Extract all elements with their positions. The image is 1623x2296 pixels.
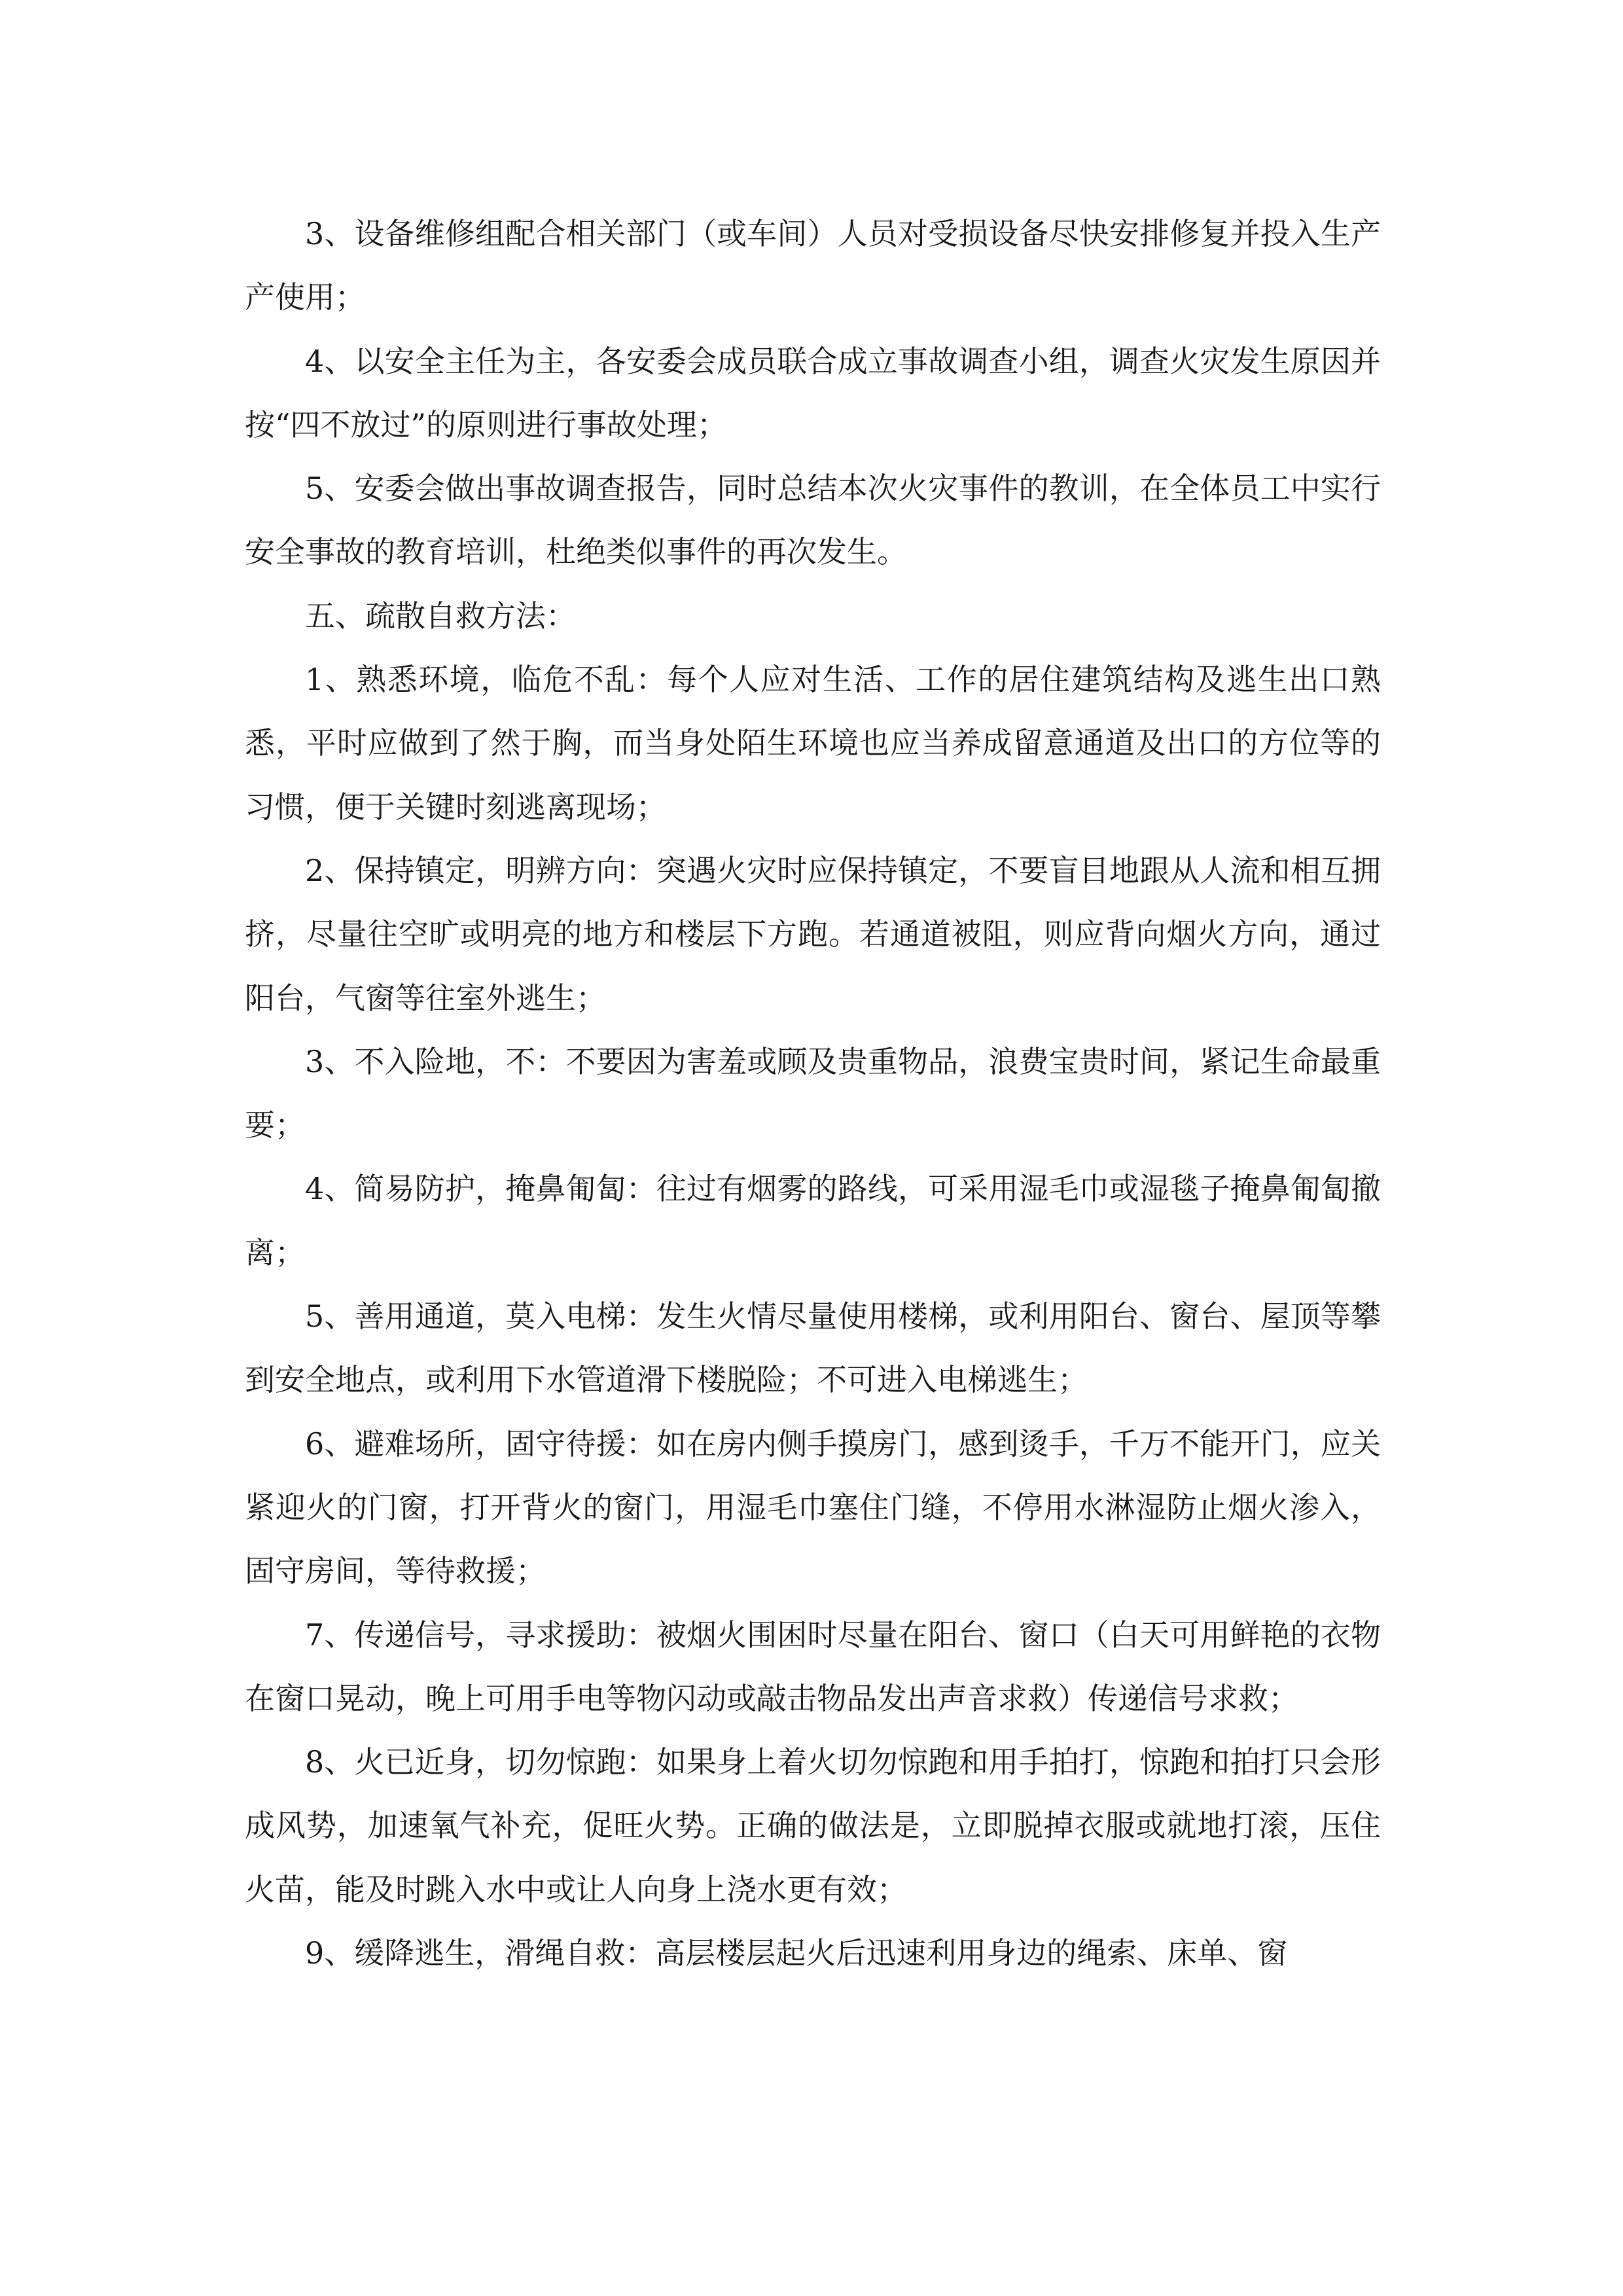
paragraph-method-7: 7、传递信号，寻求援助：被烟火围困时尽量在阳台、窗口（白天可用鲜艳的衣物在窗口晃动，晚上可用手电等物闪动或敲击物品发出声音求救）传递信号求救； <box>245 1617 1381 1716</box>
paragraph-item-5-report: 5、安委会做出事故调查报告，同时总结本次火灾事件的教训，在全体员工中实行安全事故的教育培训，杜绝类似事件的再次发生。 <box>245 471 1381 570</box>
paragraph-method-5: 5、善用通道，莫入电梯：发生火情尽量使用楼梯，或利用阳台、窗台、屋顶等攀到安全地点，或利用下水管道滑下楼脱险；不可进入电梯逃生； <box>245 1299 1381 1398</box>
section-heading-evacuation: 五、疏散自救方法： <box>305 598 576 634</box>
paragraph-item-4-investigation: 4、以安全主任为主，各安委会成员联合成立事故调查小组，调查火灾发生原因并按“四不放过”的原则进行事故处理； <box>245 343 1381 442</box>
paragraph-method-2: 2、保持镇定，明辨方向：突遇火灾时应保持镇定，不要盲目地跟从人流和相互拥挤，尽量往空旷或明亮的地方和楼层下方跑。若通道被阻，则应背向烟火方向，通过阳台，气窗等往室外逃生； <box>245 852 1381 1016</box>
paragraph-method-1: 1、熟悉环境，临危不乱：每个人应对生活、工作的居住建筑结构及逃生出口熟悉，平时应做到了然于胸，而当身处陌生环境也应当养成留意通道及出口的方位等的习惯，便于关键时刻逃离现场； <box>245 662 1381 825</box>
paragraph-method-8: 8、火已近身，切勿惊跑：如果身上着火切勿惊跑和用手拍打，惊跑和拍打只会形成风势，加速氧气补充，促旺火势。正确的做法是，立即脱掉衣服或就地打滚，压住火苗，能及时跳入水中或让人向身上浇水更有效； <box>245 1744 1381 1907</box>
paragraph-item-3-repair: 3、设备维修组配合相关部门（或车间）人员对受损设备尽快安排修复并投入生产产使用； <box>245 216 1381 315</box>
paragraph-method-4: 4、简易防护，掩鼻匍匐：往过有烟雾的路线，可采用湿毛巾或湿毯子掩鼻匍匐撤离； <box>245 1171 1381 1270</box>
document-body <box>245 202 1381 1985</box>
paragraph-method-6: 6、避难场所，固守待援：如在房内侧手摸房门，感到烫手，千万不能开门，应关紧迎火的门窗，打开背火的窗门，用湿毛巾塞住门缝，不停用水淋湿防止烟火渗入，固守房间，等待救援； <box>245 1426 1381 1589</box>
paragraph-method-9: 9、缓降逃生，滑绳自救：高层楼层起火后迅速利用身边的绳索、床单、窗 <box>305 1935 1288 1971</box>
paragraph-method-3: 3、不入险地，不：不要因为害羞或顾及贵重物品，浪费宝贵时间，紧记生命最重要； <box>245 1043 1381 1143</box>
